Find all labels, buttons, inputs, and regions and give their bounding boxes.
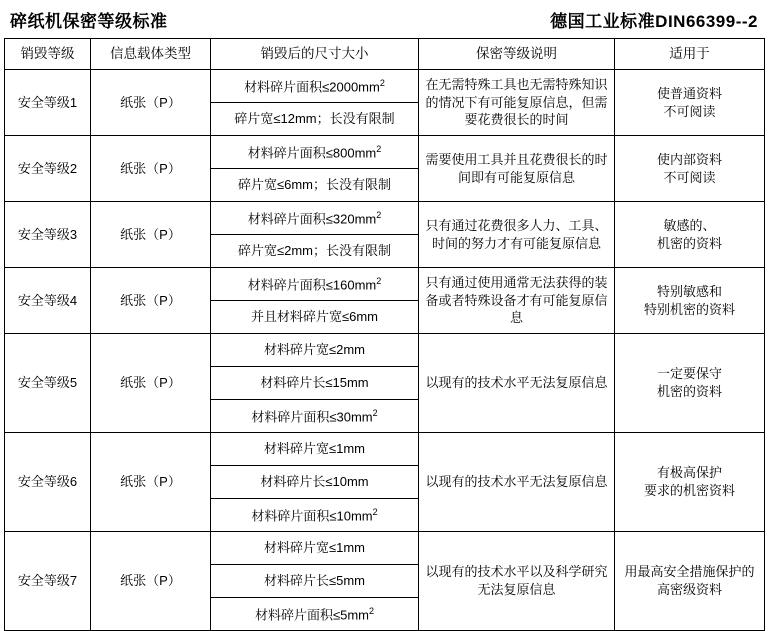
cell-particle-size: 材料碎片宽≤1mm — [211, 532, 419, 565]
cell-usage: 使内部资料 不可阅读 — [615, 136, 765, 202]
cell-security-level: 安全等级4 — [5, 268, 91, 334]
cell-level-description: 在无需特殊工具也无需特殊知识的情况下有可能复原信息，但需要花费很长的时间 — [419, 70, 615, 136]
cell-particle-size: 材料碎片长≤5mm — [211, 565, 419, 598]
cell-particle-size: 材料碎片长≤10mm — [211, 466, 419, 499]
cell-particle-size: 材料碎片宽≤1mm — [211, 433, 419, 466]
cell-security-level: 安全等级7 — [5, 532, 91, 631]
cell-particle-size: 材料碎片面积$\le 2000mm^2$ — [211, 70, 419, 103]
cell-media-type: 纸张（P） — [91, 334, 211, 433]
table-row — [5, 70, 765, 103]
cell-media-type: 纸张（P） — [91, 268, 211, 334]
table-row — [5, 136, 765, 169]
cell-particle-size: 材料碎片长≤15mm — [211, 367, 419, 400]
cell-media-type: 纸张（P） — [91, 70, 211, 136]
document-header — [0, 0, 768, 38]
cell-usage: 特别敏感和 特别机密的资料 — [615, 268, 765, 334]
shredder-security-standard-table — [4, 38, 765, 631]
cell-particle-size: 并且材料碎片宽≤6mm — [211, 301, 419, 334]
cell-security-level: 安全等级1 — [5, 70, 91, 136]
page-title: 碎纸机保密等级标准 — [10, 12, 168, 31]
cell-media-type: 纸张（P） — [91, 532, 211, 631]
cell-level-description: 以现有的技术水平无法复原信息 — [419, 334, 615, 433]
cell-security-level: 安全等级5 — [5, 334, 91, 433]
table-row — [5, 268, 765, 301]
table-row — [5, 433, 765, 466]
cell-media-type: 纸张（P） — [91, 202, 211, 268]
table-row — [5, 202, 765, 235]
cell-security-level: 安全等级6 — [5, 433, 91, 532]
cell-particle-size: 材料碎片面积$\le 10mm^2$ — [211, 499, 419, 532]
table-body — [5, 70, 765, 631]
cell-particle-size: 材料碎片面积$\le 800mm^2$ — [211, 136, 419, 169]
cell-particle-size: 材料碎片面积$\le 320mm^2$ — [211, 202, 419, 235]
cell-usage: 使普通资料 不可阅读 — [615, 70, 765, 136]
cell-particle-size: 材料碎片面积$\le 160mm^2$ — [211, 268, 419, 301]
cell-level-description: 以现有的技术水平以及科学研究无法复原信息 — [419, 532, 615, 631]
table-head — [5, 39, 765, 70]
cell-particle-size: 材料碎片宽≤2mm — [211, 334, 419, 367]
cell-media-type: 纸张（P） — [91, 136, 211, 202]
cell-level-description: 只有通过使用通常无法获得的装备或者特殊设备才有可能复原信息 — [419, 268, 615, 334]
cell-particle-size: 碎片宽≤6mm；长没有限制 — [211, 169, 419, 202]
cell-security-level: 安全等级2 — [5, 136, 91, 202]
column-header-level: 销毁等级 — [5, 39, 91, 70]
cell-usage: 有极高保护 要求的机密资料 — [615, 433, 765, 532]
cell-particle-size: 材料碎片面积$\le 30mm^2$ — [211, 400, 419, 433]
column-header-usage: 适用于 — [615, 39, 765, 70]
cell-level-description: 以现有的技术水平无法复原信息 — [419, 433, 615, 532]
cell-media-type: 纸张（P） — [91, 433, 211, 532]
cell-particle-size: 碎片宽≤2mm；长没有限制 — [211, 235, 419, 268]
cell-usage: 一定要保守 机密的资料 — [615, 334, 765, 433]
column-header-media: 信息载体类型 — [91, 39, 211, 70]
cell-level-description: 只有通过花费很多人力、工具、时间的努力才有可能复原信息 — [419, 202, 615, 268]
cell-usage: 敏感的、 机密的资料 — [615, 202, 765, 268]
cell-particle-size: 碎片宽≤12mm；长没有限制 — [211, 103, 419, 136]
cell-security-level: 安全等级3 — [5, 202, 91, 268]
table-row — [5, 532, 765, 565]
column-header-size: 销毁后的尺寸大小 — [211, 39, 419, 70]
table-header-row — [5, 39, 765, 70]
cell-usage: 用最高安全措施保护的高密级资料 — [615, 532, 765, 631]
cell-particle-size: 材料碎片面积$\le 5mm^2$ — [211, 598, 419, 631]
cell-level-description: 需要使用工具并且花费很长的时间即有可能复原信息 — [419, 136, 615, 202]
standard-reference: 德国工业标准DIN66399--2 — [550, 12, 758, 31]
column-header-description: 保密等级说明 — [419, 39, 615, 70]
table-row — [5, 334, 765, 367]
